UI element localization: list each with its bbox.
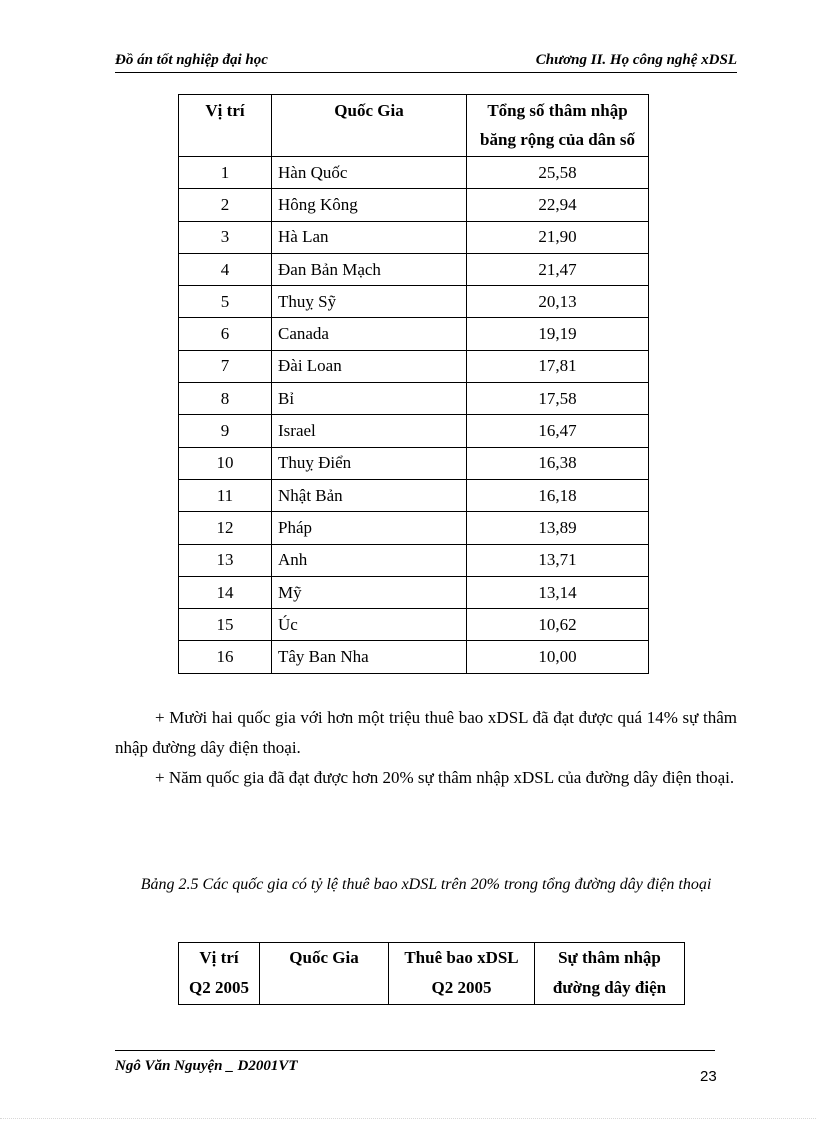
header-subscribers-line1: Thuê bao xDSL: [404, 948, 519, 967]
table-row: [179, 383, 649, 415]
cell-position: 12: [179, 512, 272, 544]
table-row: [179, 286, 649, 318]
cell-position: 6: [179, 318, 272, 350]
cell-position: 16: [179, 641, 272, 673]
table-row: [179, 253, 649, 285]
cell-country: Thuỵ Sỹ: [272, 286, 467, 318]
table-header-row: [179, 95, 649, 157]
table-row: [179, 479, 649, 511]
cell-position: 9: [179, 415, 272, 447]
table-row: [179, 350, 649, 382]
cell-position: 1: [179, 157, 272, 189]
cell-position: 11: [179, 479, 272, 511]
cell-position: 3: [179, 221, 272, 253]
table-row: [179, 189, 649, 221]
cell-country: Úc: [272, 609, 467, 641]
cell-country: Pháp: [272, 512, 467, 544]
cell-country: Thuỵ Điển: [272, 447, 467, 479]
cell-country: Anh: [272, 544, 467, 576]
table-row: [179, 576, 649, 608]
cell-position: 13: [179, 544, 272, 576]
cell-penetration: 10,62: [467, 609, 649, 641]
table-row: [179, 318, 649, 350]
cell-country: Canada: [272, 318, 467, 350]
header-penetration-line2: băng rộng của dân số: [480, 130, 635, 149]
header-line-penetration-line1: Sự thâm nhập: [558, 948, 661, 967]
cell-penetration: 19,19: [467, 318, 649, 350]
cell-country: Israel: [272, 415, 467, 447]
cell-penetration: 16,38: [467, 447, 649, 479]
cell-penetration: 16,18: [467, 479, 649, 511]
header-subscribers-line2: Q2 2005: [431, 978, 492, 997]
cell-penetration: 17,81: [467, 350, 649, 382]
header-document-title: Đồ án tốt nghiệp đại học: [115, 52, 268, 68]
cell-penetration: 25,58: [467, 157, 649, 189]
table-row: [179, 641, 649, 673]
page-number: 23: [700, 1068, 717, 1085]
header-penetration: [467, 95, 649, 157]
header-position-q2: [179, 943, 260, 1005]
header-penetration-line1: Tổng số thâm nhập: [487, 101, 628, 120]
footer-divider: [115, 1050, 715, 1051]
table-row: [179, 221, 649, 253]
cell-penetration: 22,94: [467, 189, 649, 221]
cell-penetration: 17,58: [467, 383, 649, 415]
page-header: [115, 50, 737, 73]
table-body: [179, 157, 649, 674]
page-bottom-edge: [0, 1118, 816, 1119]
cell-penetration: 10,00: [467, 641, 649, 673]
header-country: Quốc Gia: [260, 943, 389, 1005]
header-position-line2: Q2 2005: [189, 978, 249, 997]
table-row: [179, 415, 649, 447]
table-row: [179, 544, 649, 576]
paragraph-2: [115, 763, 737, 793]
cell-position: 15: [179, 609, 272, 641]
table-header-row: [179, 943, 685, 1005]
paragraph-2-text: + Năm quốc gia đã đạt được hơn 20% sự thâm nhập xDSL của đường dây điện thoại.: [155, 768, 735, 787]
cell-country: Mỹ: [272, 576, 467, 608]
cell-country: Bỉ: [272, 383, 467, 415]
table-row: [179, 447, 649, 479]
cell-country: Đan Bản Mạch: [272, 253, 467, 285]
cell-country: Nhật Bản: [272, 479, 467, 511]
xdsl-subscriber-table: [178, 942, 685, 1005]
cell-penetration: 21,90: [467, 221, 649, 253]
paragraph-1-text: + Mười hai quốc gia với hơn một triệu thuê bao xDSL đã đạt được quá 14% sự thâm nhập đường dây điện thoại.: [115, 708, 737, 757]
header-line-penetration: [535, 943, 685, 1005]
footer-author: Ngô Văn Nguyện _ D2001VT: [115, 1058, 298, 1074]
cell-penetration: 21,47: [467, 253, 649, 285]
cell-position: 7: [179, 350, 272, 382]
header-subscribers: [389, 943, 535, 1005]
table-row: [179, 512, 649, 544]
cell-penetration: 13,71: [467, 544, 649, 576]
table-caption: Bảng 2.5 Các quốc gia có tỷ lệ thuê bao xDSL trên 20% trong tổng đường dây điện thoại: [140, 876, 712, 893]
cell-position: 4: [179, 253, 272, 285]
cell-penetration: 16,47: [467, 415, 649, 447]
cell-penetration: 13,14: [467, 576, 649, 608]
cell-position: 2: [179, 189, 272, 221]
paragraph-1: [115, 703, 737, 763]
header-chapter-title: Chương II. Họ công nghệ xDSL: [535, 52, 737, 68]
cell-position: 5: [179, 286, 272, 318]
header-position: Vị trí: [179, 95, 272, 157]
cell-country: Hàn Quốc: [272, 157, 467, 189]
cell-country: Hông Kông: [272, 189, 467, 221]
cell-country: Đài Loan: [272, 350, 467, 382]
table-row: [179, 157, 649, 189]
header-country: Quốc Gia: [272, 95, 467, 157]
header-position-line1: Vị trí: [199, 948, 239, 967]
cell-position: 10: [179, 447, 272, 479]
cell-penetration: 13,89: [467, 512, 649, 544]
cell-country: Tây Ban Nha: [272, 641, 467, 673]
table-row: [179, 609, 649, 641]
broadband-penetration-table: [178, 94, 649, 674]
header-line-penetration-line2: đường dây điện: [552, 978, 667, 997]
cell-country: Hà Lan: [272, 221, 467, 253]
cell-position: 14: [179, 576, 272, 608]
cell-penetration: 20,13: [467, 286, 649, 318]
cell-position: 8: [179, 383, 272, 415]
